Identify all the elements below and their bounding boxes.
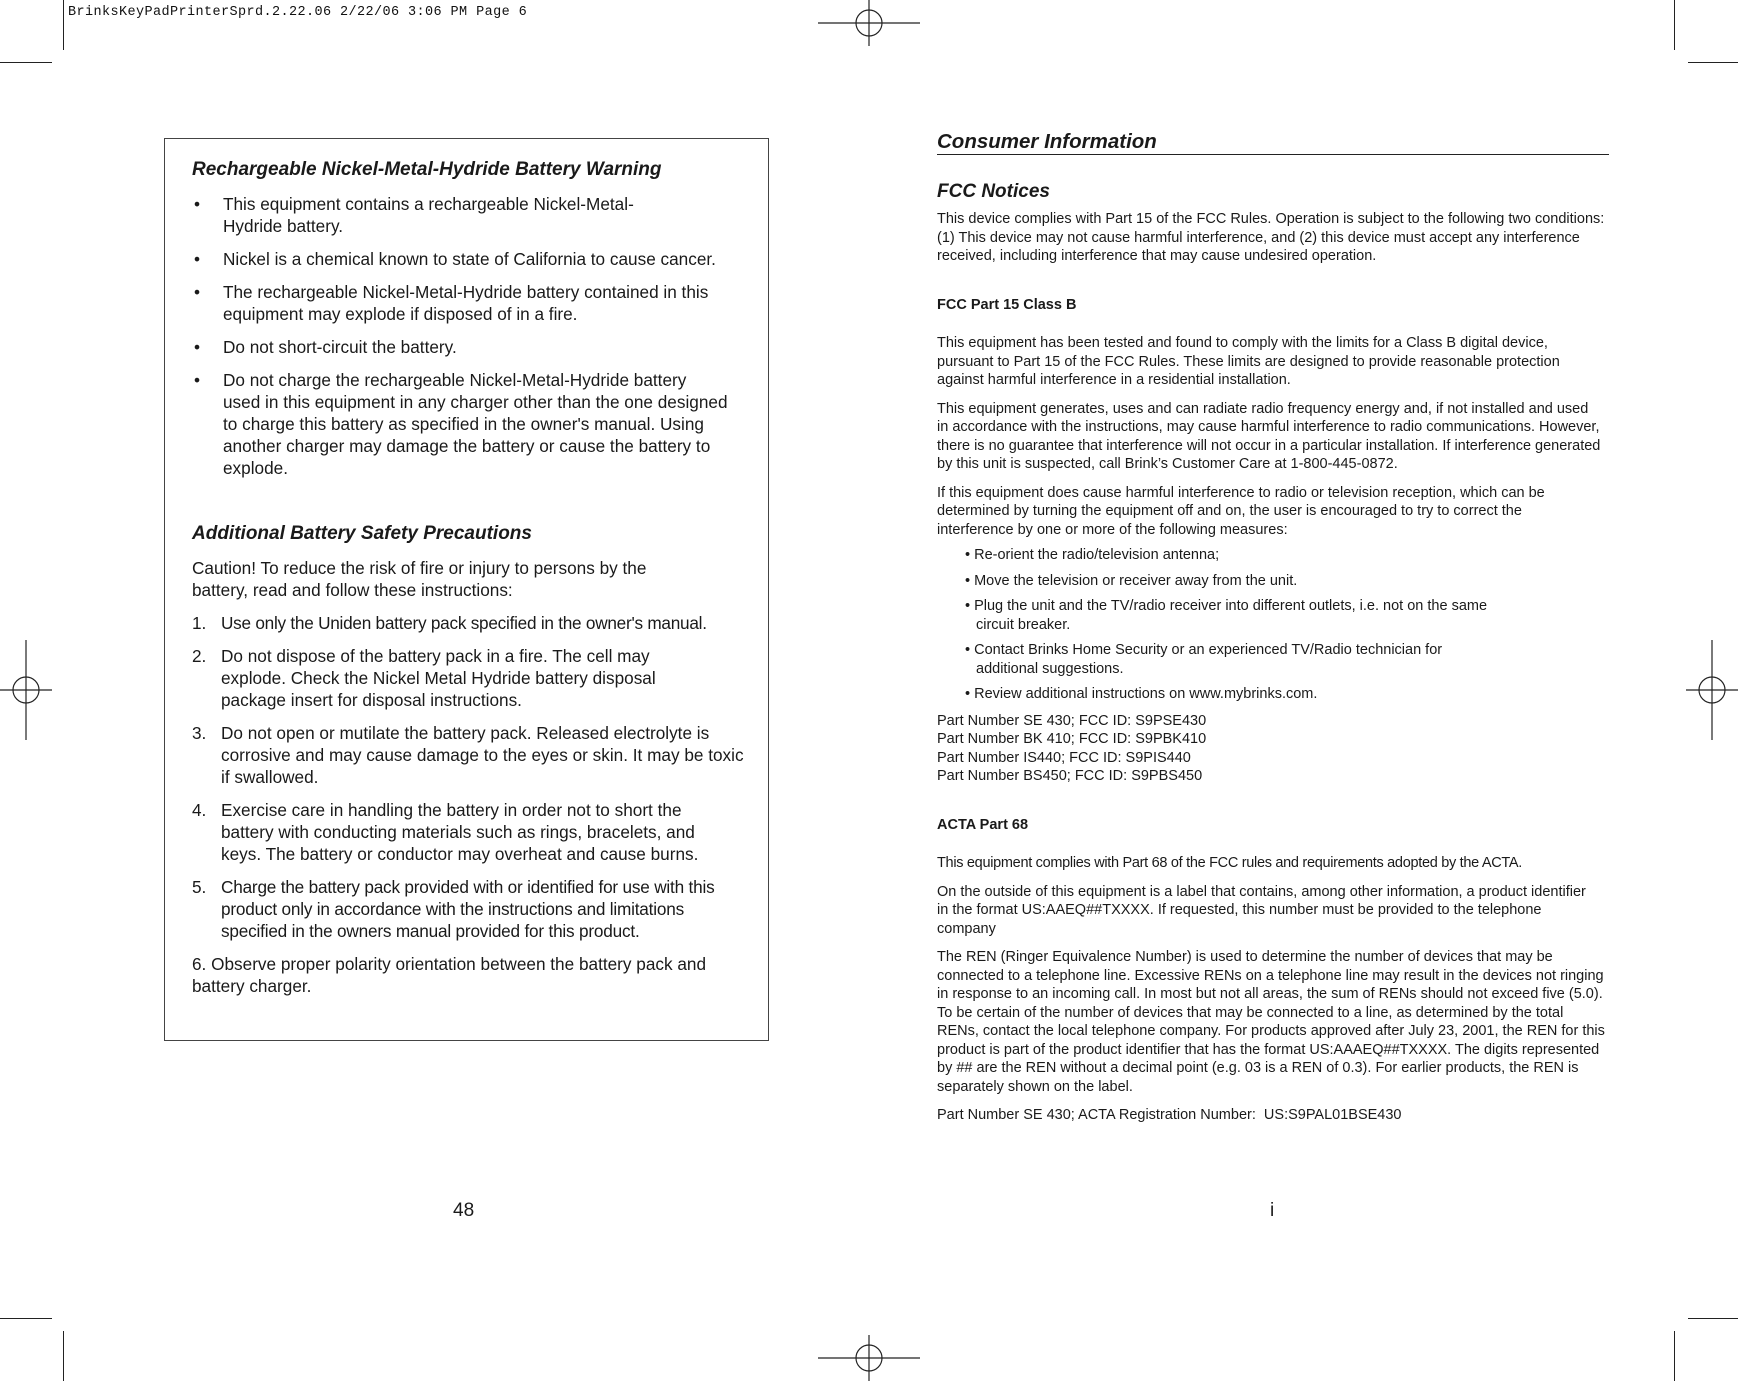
- crop-mark: [1688, 1318, 1738, 1319]
- part-number: Part Number BK 410; FCC ID: S9PBK410: [937, 731, 1207, 747]
- crop-mark: [1688, 62, 1738, 63]
- bullet-icon: •: [194, 249, 201, 269]
- list-item: 3. Do not open or mutilate the battery pack. Released electrolyte is corrosive and may cause damage to the eyes or skin. It may be toxic if swallowed.: [192, 723, 744, 787]
- bullet-icon: •: [194, 194, 201, 214]
- battery-warning-box: [164, 138, 769, 1041]
- list-item: • The rechargeable Nickel-Metal-Hydride battery contained in this equipment may explode if disposed of in a fire.: [194, 282, 709, 324]
- list-item: • Move the television or receiver away from the unit.: [965, 572, 1298, 589]
- caution-intro: Caution! To reduce the risk of fire or injury to persons by the battery, read and follow these instructions:: [192, 558, 647, 600]
- battery-warning-heading: Rechargeable Nickel-Metal-Hydride Battery Warning: [192, 159, 662, 180]
- list-item: 5. Charge the battery pack provided with or identified for use with this product only in accordance with the instructions and limitations specified in the owners manual provided for this product.: [192, 877, 715, 941]
- bullet-icon: •: [194, 337, 201, 357]
- part-number: Part Number BS450; FCC ID: S9PBS450: [937, 768, 1203, 784]
- list-item: • This equipment contains a rechargeable Nickel-Metal-Hydride battery.: [194, 194, 634, 236]
- page-number-left: 48: [453, 1200, 475, 1221]
- crop-mark: [1674, 1331, 1675, 1381]
- registration-mark-icon: [0, 640, 52, 740]
- list-item: • Nickel is a chemical known to state of California to cause cancer.: [194, 249, 716, 269]
- list-item: 1. Use only the Uniden battery pack specified in the owner's manual.: [192, 613, 707, 633]
- consumer-information-page: [937, 130, 1609, 1135]
- list-item: 4. Exercise care in handling the battery in order not to short the battery with conducting materials such as rings, bracelets, and keys. The battery or conductor may overheat and cause burns.: [192, 800, 699, 864]
- part-number: Part Number SE 430; FCC ID: S9PSE430: [937, 712, 1207, 729]
- acta-paragraph: On the outside of this equipment is a label that contains, among other information, a product identifier in the format US:AAEQ##TXXXX. If requested, this number must be provided to the telephone company: [937, 883, 1586, 937]
- acta-registration: Part Number SE 430; ACTA Registration Number: US:S9PAL01BSE430: [937, 1107, 1402, 1123]
- page-number-right: i: [1270, 1200, 1275, 1221]
- list-item: • Review additional instructions on www.mybrinks.com.: [965, 686, 1318, 702]
- list-item: • Plug the unit and the TV/radio receiver into different outlets, i.e. not on the same circuit breaker.: [965, 598, 1488, 633]
- list-item: 2. Do not dispose of the battery pack in a fire. The cell may explode. Check the Nickel Metal Hydride battery disposal package insert for disposal instructions.: [192, 646, 656, 710]
- polarity-note: 6. Observe proper polarity orientation between the battery pack and battery charger.: [192, 954, 707, 996]
- registration-mark-icon: [818, 0, 920, 46]
- class-b-heading: FCC Part 15 Class B: [937, 296, 1077, 313]
- fcc-notices-heading: FCC Notices: [937, 180, 1050, 202]
- bullet-icon: •: [194, 282, 201, 302]
- safety-precautions-heading: Additional Battery Safety Precautions: [192, 523, 532, 544]
- crop-mark: [63, 0, 64, 50]
- part-number: Part Number IS440; FCC ID: S9PIS440: [937, 749, 1191, 766]
- bullet-icon: •: [194, 370, 201, 390]
- acta-paragraph: The REN (Ringer Equivalence Number) is used to determine the number of devices that may be connected to a telephone line. Excessive RENs on a telephone line may result in the devices not ringing in response to an incoming call. In most but not all areas, the sum of RENs should not exceed five (5.0). To be certain of the number of devices that may be connected to a line, as determined by the total RENs, contact the local telephone company. For products approved after July 23, 2001, the REN for this product is part of the product identifier that has the format US:AAAEQ##TXXXX. The digits represented by ## are the REN without a decimal point (e.g. 03 is a REN of 0.3). For earlier products, the REN is separately shown on the label.: [937, 949, 1605, 1095]
- class-b-paragraph: This equipment has been tested and found to comply with the limits for a Class B digital device, pursuant to Part 15 of the FCC Rules. These limits are designed to provide reasonable protection against harmful interference in a residential installation.: [937, 335, 1560, 388]
- class-b-paragraph: If this equipment does cause harmful interference to radio or television reception, which can be determined by turning the equipment off and on, the user is encouraged to try to correct the interference by one or more of the following measures:: [937, 484, 1545, 538]
- print-slug: BrinksKeyPadPrinterSprd.2.22.06 2/22/06 3:06 PM Page 6: [68, 5, 528, 20]
- list-item: • Re-orient the radio/television antenna;: [965, 547, 1220, 563]
- list-item: • Do not charge the rechargeable Nickel-Metal-Hydride battery used in this equipment in any charger other than the one designed to charge this battery as specified in the owner's manual. Using another charger may damage the battery or cause the battery to explode.: [194, 370, 728, 478]
- crop-mark: [63, 1331, 64, 1381]
- list-item: • Do not short-circuit the battery.: [194, 337, 457, 357]
- part-number-list: [937, 712, 1609, 786]
- acta-paragraph: This equipment complies with Part 68 of the FCC rules and requirements adopted by the ACTA.: [937, 855, 1522, 871]
- crop-mark: [0, 1318, 52, 1319]
- page-title: Consumer Information: [937, 133, 1609, 155]
- registration-mark-icon: [818, 1335, 920, 1381]
- acta-heading: ACTA Part 68: [937, 816, 1029, 833]
- fcc-intro: This device complies with Part 15 of the FCC Rules. Operation is subject to the following two conditions: (1) This device may not cause harmful interference, and (2) this device must accept any interference received, including interference that may cause undesired operation.: [937, 211, 1605, 264]
- registration-mark-icon: [1686, 640, 1738, 740]
- crop-mark: [0, 62, 52, 63]
- class-b-paragraph: This equipment generates, uses and can radiate radio frequency energy and, if not installed and used in accordance with the instructions, may cause harmful interference to radio communications. However, there is no guarantee that interference will not occur in a particular installation. If interference generated by this unit is suspected, call Brink’s Customer Care at 1-800-445-0872.: [937, 400, 1601, 472]
- list-item: • Contact Brinks Home Security or an experienced TV/Radio technician for additional suggestions.: [965, 642, 1443, 677]
- crop-mark: [1674, 0, 1675, 50]
